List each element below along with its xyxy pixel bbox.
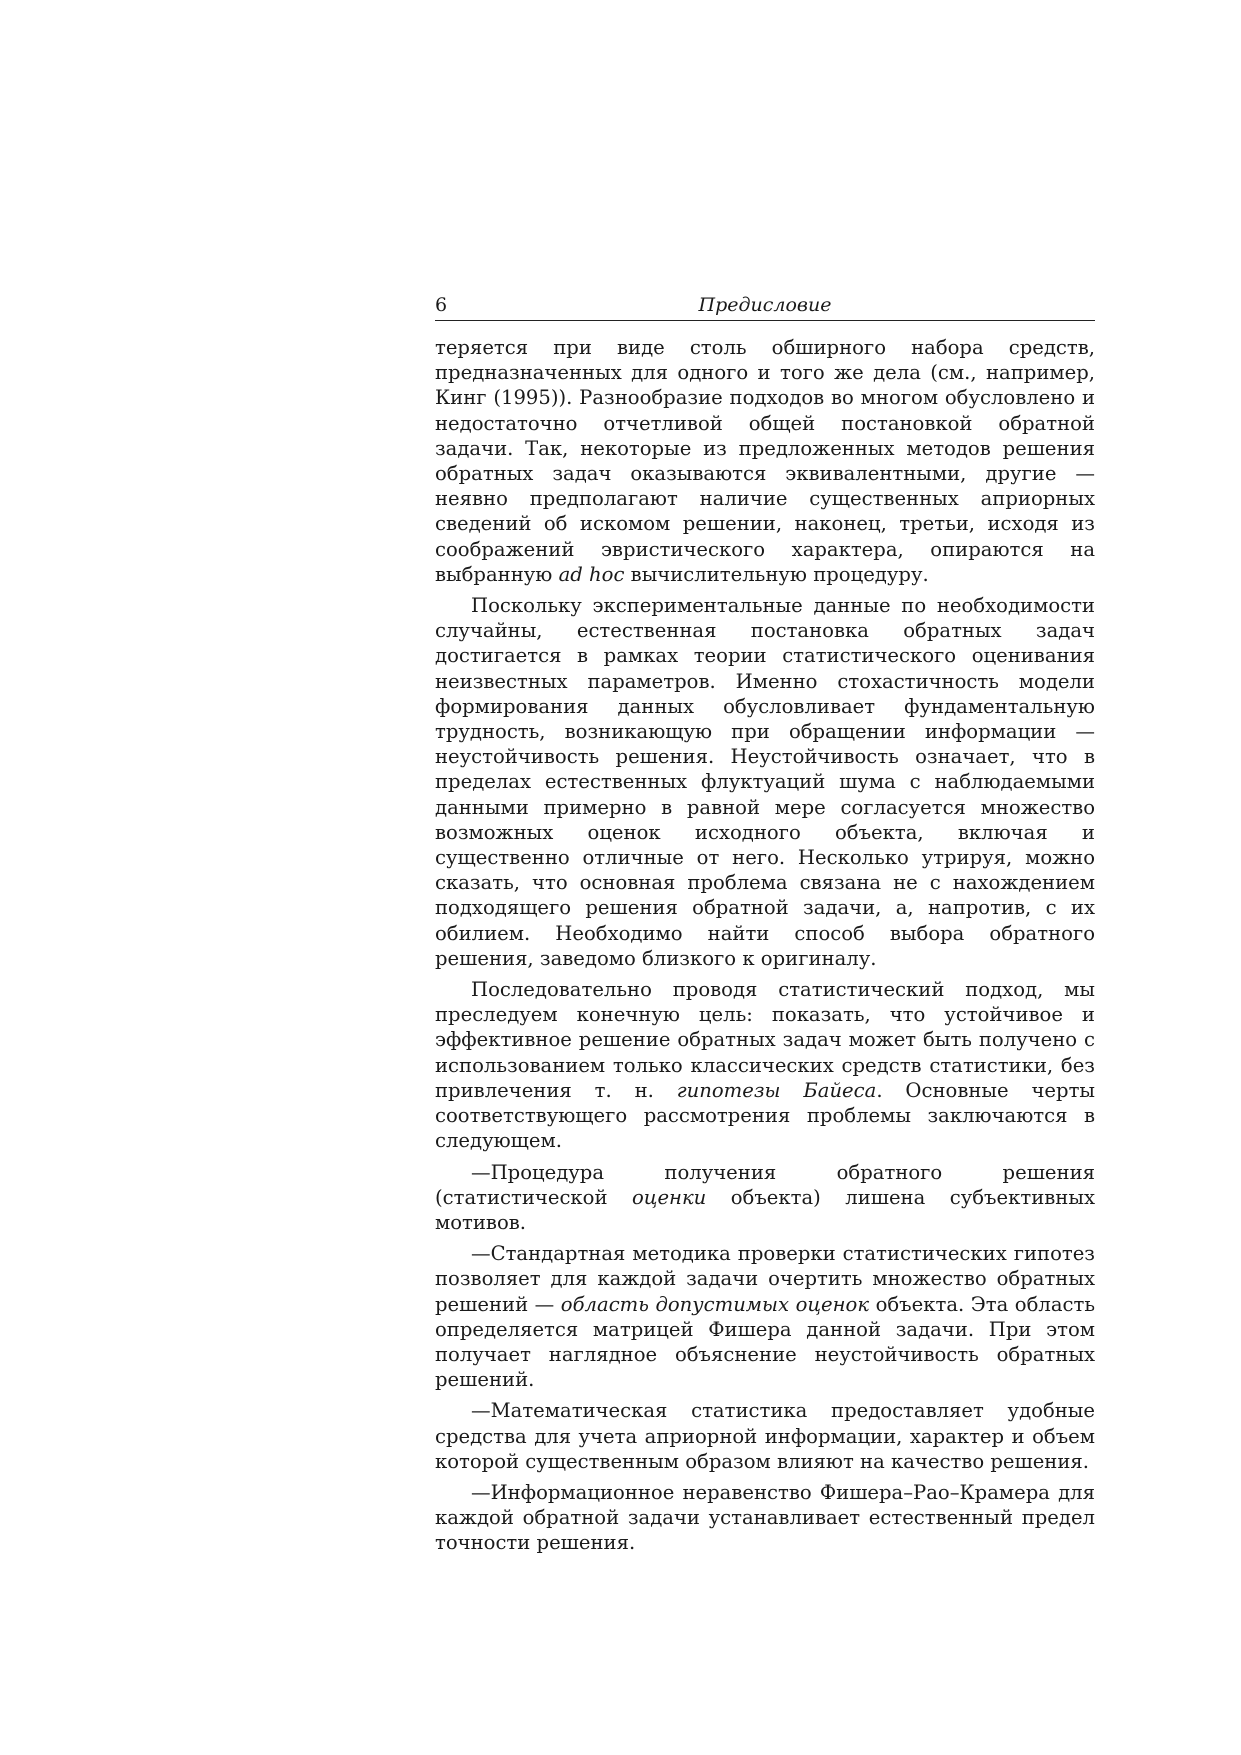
list-item-1-emphasis: оценки [631,1185,707,1209]
book-page [435,292,1095,1556]
paragraph-3-tail: . Основные черты соответствующего рассмотрения проблемы заключаются в следующем. [435,1078,1095,1153]
list-item-2-tail: объекта. Эта область определяется матрицей Фишера данной задачи. При этом получает наглядное объяснение неустойчивость обратных решений. [435,1292,1095,1392]
body-text [435,335,1095,1556]
list-item-1 [435,1160,1095,1236]
paragraph-3 [435,977,1095,1153]
paragraph-1-tail: вычислительную процедуру. [624,562,929,586]
list-item-4 [435,1480,1095,1556]
page-number: 6 [435,294,448,316]
list-item-2-emphasis: область допустимых оценок [560,1292,870,1316]
list-item-4-text: —Информационное неравенство Фишера–Рао–Крамера для каждой обратной задачи устанавливает естественный предел точности решения. [435,1480,1095,1555]
running-title: Предисловие [698,294,832,316]
list-item-3-text: —Математическая статистика предоставляет удобные средства для учета априорной информации, характер и объем которой существенным образом влияют на качество решения. [435,1399,1095,1473]
running-head [435,292,1095,321]
list-item-1-tail: объекта) лишена субъективных мотивов. [435,1185,1095,1234]
paragraph-2-text: Поскольку экспериментальные данные по необходимости случайны, естественная постановка обратных задач достигается в рамках теории статистического оценивания неизвестных параметров. Именно стохастичность модели формирования данных обусловливает фундаментальную трудность, возникающую при обращении информации — неустойчивость решения. Неустойчивость означает, что в пределах естественных флуктуаций шума с наблюдаемыми данными примерно в равной мере согласуется множество возможных оценок исходного объекта, включая и существенно отличные от него. Несколько утрируя, можно сказать, что основная проблема связана не с нахождением подходящего решения обратной задачи, а, напротив, с их обилием. Необходимо найти способ выбора обратного решения, заведомо близкого к оригиналу. [435,594,1095,970]
list-item-1-text: —Процедура получения обратного решения (статистической [435,1160,1095,1209]
paragraph-1-emphasis: ad hoc [558,562,625,586]
paragraph-1 [435,335,1095,587]
paragraph-1-text: теряется при виде столь обширного набора средств, предназначенных для одного и того же дела (см., например, Кинг (1995)). Разнообразие подходов во многом обусловлено и недостаточно отчетливой общей постановкой обратной задачи. Так, некоторые из предложенных методов решения обратных задач оказываются эквивалентными, другие — неявно предполагают наличие существенных априорных сведений об искомом решении, наконец, третьи, исходя из соображений эвристического характера, опираются на выбранную [435,336,1095,586]
list-item-2-text: —Стандартная методика проверки статистических гипотез позволяет для каждой задачи очертить множество обратных решений — [435,1242,1095,1316]
paragraph-3-text: Последовательно проводя статистический подход, мы преследуем конечную цель: показать, что устойчивое и эффективное решение обратных задач может быть получено с использованием только классических средств статистики, без привлечения т. н. [435,978,1095,1102]
list-item-3 [435,1398,1095,1474]
paragraph-2 [435,593,1095,971]
paragraph-3-emphasis: гипотезы Байеса [676,1078,877,1102]
list-item-2 [435,1241,1095,1392]
